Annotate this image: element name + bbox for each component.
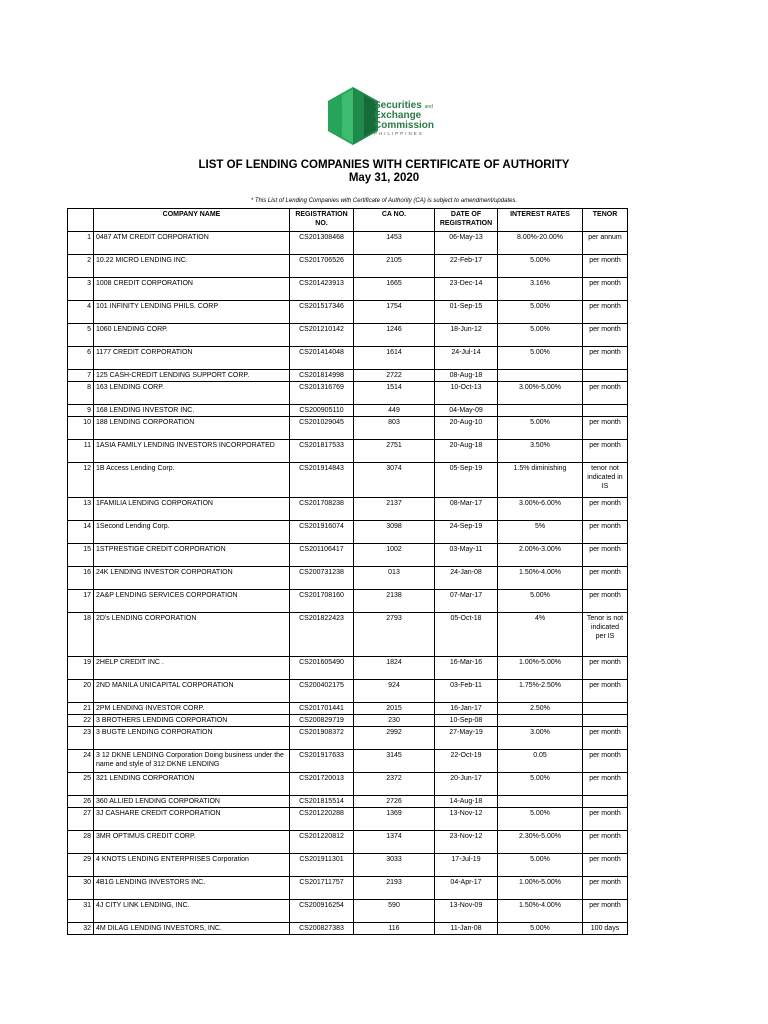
tenor-cell [583, 796, 628, 808]
row-number-cell: 13 [68, 498, 94, 521]
row-number-cell: 27 [68, 808, 94, 831]
tenor-cell: tenor not indicated in IS [583, 463, 628, 498]
registration-no-cell: CS201316769 [290, 382, 354, 405]
table-row [68, 900, 628, 923]
row-number-cell: 11 [68, 440, 94, 463]
interest-rate-cell: 5.00% [498, 417, 583, 440]
tenor-cell: per month [583, 544, 628, 567]
table-row [68, 255, 628, 278]
registration-no-cell: CS201308468 [290, 232, 354, 255]
company-name-cell: 1060 LENDING CORP. [94, 324, 290, 347]
date-of-registration-cell: 03-Feb-11 [435, 680, 498, 703]
tenor-cell: per month [583, 347, 628, 370]
registration-no-cell: CS201817533 [290, 440, 354, 463]
table-body [68, 232, 628, 935]
registration-no-cell: CS201916074 [290, 521, 354, 544]
registration-no-cell: CS201605490 [290, 657, 354, 680]
ca-no-cell: 1374 [354, 831, 435, 854]
logo-word-securities: Securities and [374, 100, 433, 111]
row-number-cell: 2 [68, 255, 94, 278]
tenor-cell: per month [583, 521, 628, 544]
row-number-cell: 4 [68, 301, 94, 324]
registration-no-cell: CS201517346 [290, 301, 354, 324]
interest-rate-cell: 1.00%-5.00% [498, 877, 583, 900]
interest-rate-cell: 3.00% [498, 727, 583, 750]
ca-no-cell: 1824 [354, 657, 435, 680]
interest-rate-cell: 4% [498, 613, 583, 657]
row-number-cell: 32 [68, 923, 94, 935]
col-header-number [68, 209, 94, 232]
registration-no-cell: CS201414048 [290, 347, 354, 370]
company-name-cell: 4J CITY LINK LENDING, INC. [94, 900, 290, 923]
interest-rate-cell: 5.00% [498, 301, 583, 324]
sec-logo-mark-icon [328, 87, 378, 145]
row-number-cell: 8 [68, 382, 94, 405]
date-of-registration-cell: 05-Oct-18 [435, 613, 498, 657]
tenor-cell [583, 405, 628, 417]
table-row [68, 463, 628, 498]
tenor-cell [583, 370, 628, 382]
interest-rate-cell: 5.00% [498, 923, 583, 935]
company-name-cell: 1Second Lending Corp. [94, 521, 290, 544]
date-of-registration-cell: 17-Jul-19 [435, 854, 498, 877]
ca-no-cell: 116 [354, 923, 435, 935]
interest-rate-cell: 2.50% [498, 703, 583, 715]
interest-rate-cell: 1.50%-4.00% [498, 567, 583, 590]
row-number-cell: 17 [68, 590, 94, 613]
table-row [68, 521, 628, 544]
amendment-note: * This List of Lending Companies with Certificate of Authority (CA) is subject to amendment/updates. [250, 198, 518, 204]
company-name-cell: 4 KNOTS LENDING ENTERPRISES Corporation [94, 854, 290, 877]
tenor-cell: per month [583, 440, 628, 463]
row-number-cell: 28 [68, 831, 94, 854]
registration-no-cell: CS201815514 [290, 796, 354, 808]
registration-no-cell: CS201917633 [290, 750, 354, 773]
row-number-cell: 20 [68, 680, 94, 703]
date-of-registration-cell: 20-Aug-18 [435, 440, 498, 463]
ca-no-cell: 1453 [354, 232, 435, 255]
interest-rate-cell: 3.00%-5.00% [498, 382, 583, 405]
registration-no-cell: CS201822423 [290, 613, 354, 657]
ca-no-cell: 2793 [354, 613, 435, 657]
registration-no-cell: CS200905110 [290, 405, 354, 417]
document-title: LIST OF LENDING COMPANIES WITH CERTIFICATE OF AUTHORITY [198, 159, 570, 171]
company-name-cell: 168 LENDING INVESTOR INC. [94, 405, 290, 417]
row-number-cell: 14 [68, 521, 94, 544]
company-name-cell: 2A&P LENDING SERVICES CORPORATION [94, 590, 290, 613]
table-row [68, 750, 628, 773]
company-name-cell: 1STPRESTIGE CREDIT CORPORATION [94, 544, 290, 567]
tenor-cell [583, 703, 628, 715]
interest-rate-cell: 5% [498, 521, 583, 544]
registration-no-cell: CS200829719 [290, 715, 354, 727]
date-of-registration-cell: 13-Nov-09 [435, 900, 498, 923]
lending-companies-table [67, 208, 628, 935]
row-number-cell: 1 [68, 232, 94, 255]
table-row [68, 278, 628, 301]
company-name-cell: 3 BUGTE LENDING CORPORATION [94, 727, 290, 750]
date-of-registration-cell: 22-Oct-19 [435, 750, 498, 773]
registration-no-cell: CS201814998 [290, 370, 354, 382]
company-name-cell: 3 BROTHERS LENDING CORPORATION [94, 715, 290, 727]
row-number-cell: 6 [68, 347, 94, 370]
document-title-block [0, 159, 768, 185]
table-row [68, 544, 628, 567]
ca-no-cell: 2751 [354, 440, 435, 463]
row-number-cell: 22 [68, 715, 94, 727]
date-of-registration-cell: 04-Apr-17 [435, 877, 498, 900]
date-of-registration-cell: 08-Aug-18 [435, 370, 498, 382]
registration-no-cell: CS201701441 [290, 703, 354, 715]
ca-no-cell: 1665 [354, 278, 435, 301]
row-number-cell: 3 [68, 278, 94, 301]
col-header-tenor: TENOR [583, 209, 628, 232]
logo-word-philippines: PHILIPPINES [374, 131, 424, 136]
date-of-registration-cell: 22-Feb-17 [435, 255, 498, 278]
ca-no-cell: 2992 [354, 727, 435, 750]
table-row [68, 680, 628, 703]
row-number-cell: 18 [68, 613, 94, 657]
tenor-cell: per month [583, 877, 628, 900]
logo-word-exchange: Exchange [374, 110, 422, 121]
company-name-cell: 163 LENDING CORP. [94, 382, 290, 405]
registration-no-cell: CS201720013 [290, 773, 354, 796]
registration-no-cell: CS201711757 [290, 877, 354, 900]
date-of-registration-cell: 06-May-13 [435, 232, 498, 255]
tenor-cell: per month [583, 498, 628, 521]
ca-no-cell: 2726 [354, 796, 435, 808]
company-name-cell: 1177 CREDIT CORPORATION [94, 347, 290, 370]
row-number-cell: 10 [68, 417, 94, 440]
interest-rate-cell: 1.50%-4.00% [498, 900, 583, 923]
company-name-cell: 1FAMILIA LENDING CORPORATION [94, 498, 290, 521]
interest-rate-cell: 3.50% [498, 440, 583, 463]
registration-no-cell: CS201210142 [290, 324, 354, 347]
interest-rate-cell: 1.75%-2.50% [498, 680, 583, 703]
table-row [68, 854, 628, 877]
date-of-registration-cell: 14-Aug-18 [435, 796, 498, 808]
ca-no-cell: 2193 [354, 877, 435, 900]
date-of-registration-cell: 11-Jan-08 [435, 923, 498, 935]
date-of-registration-cell: 23-Nov-12 [435, 831, 498, 854]
row-number-cell: 25 [68, 773, 94, 796]
table-row [68, 773, 628, 796]
company-name-cell: 2PM LENDING INVESTOR CORP. [94, 703, 290, 715]
col-header-date-of-registration: DATE OF REGISTRATION [435, 209, 498, 232]
registration-no-cell: CS200402175 [290, 680, 354, 703]
date-of-registration-cell: 20-Jun-17 [435, 773, 498, 796]
interest-rate-cell: 8.00%-20.00% [498, 232, 583, 255]
company-name-cell: 4B1G LENDING INVESTORS INC. [94, 877, 290, 900]
company-name-cell: 1008 CREDIT CORPORATION [94, 278, 290, 301]
ca-no-cell: 3145 [354, 750, 435, 773]
interest-rate-cell: 1.5% diminishing [498, 463, 583, 498]
col-header-company-name: COMPANY NAME [94, 209, 290, 232]
ca-no-cell: 1246 [354, 324, 435, 347]
date-of-registration-cell: 18-Jun-12 [435, 324, 498, 347]
company-name-cell: 3 12 DKNE LENDING Corporation Doing business under the name and style of 312 DKNE LENDING [94, 750, 290, 773]
tenor-cell: per month [583, 773, 628, 796]
table-row [68, 440, 628, 463]
registration-no-cell: CS200916254 [290, 900, 354, 923]
company-name-cell: 101 INFINITY LENDING PHILS. CORP [94, 301, 290, 324]
table-row [68, 232, 628, 255]
interest-rate-cell: 5.00% [498, 255, 583, 278]
date-of-registration-cell: 16-Jan-17 [435, 703, 498, 715]
row-number-cell: 12 [68, 463, 94, 498]
company-name-cell: 125 CASH-CREDIT LENDING SUPPORT CORP. [94, 370, 290, 382]
registration-no-cell: CS201708238 [290, 498, 354, 521]
table-row [68, 715, 628, 727]
tenor-cell: per month [583, 657, 628, 680]
company-name-cell: 188 LENDING CORPORATION [94, 417, 290, 440]
interest-rate-cell [498, 796, 583, 808]
interest-rate-cell: 5.00% [498, 773, 583, 796]
table-row [68, 347, 628, 370]
tenor-cell: per month [583, 278, 628, 301]
tenor-cell: per month [583, 680, 628, 703]
date-of-registration-cell: 07-Mar-17 [435, 590, 498, 613]
row-number-cell: 29 [68, 854, 94, 877]
interest-rate-cell: 5.00% [498, 808, 583, 831]
tenor-cell: Tenor is not indicated per IS [583, 613, 628, 657]
tenor-cell: per month [583, 750, 628, 773]
table-row [68, 923, 628, 935]
date-of-registration-cell: 01-Sep-15 [435, 301, 498, 324]
table-header-row [68, 209, 628, 232]
table-row [68, 324, 628, 347]
table-row [68, 613, 628, 657]
date-of-registration-cell: 24-Jan-08 [435, 567, 498, 590]
ca-no-cell: 1754 [354, 301, 435, 324]
company-name-cell: 360 ALLIED LENDING CORPORATION [94, 796, 290, 808]
logo-word-commission: Commission [374, 120, 435, 131]
registration-no-cell: CS201220812 [290, 831, 354, 854]
company-name-cell: 0487 ATM CREDIT CORPORATION [94, 232, 290, 255]
sec-logo [328, 87, 444, 145]
registration-no-cell: CS200827383 [290, 923, 354, 935]
date-of-registration-cell: 24-Jul-14 [435, 347, 498, 370]
interest-rate-cell: 2.30%-5.00% [498, 831, 583, 854]
ca-no-cell: 2015 [354, 703, 435, 715]
tenor-cell: per month [583, 590, 628, 613]
interest-rate-cell [498, 405, 583, 417]
registration-no-cell: CS201706526 [290, 255, 354, 278]
registration-no-cell: CS201220288 [290, 808, 354, 831]
ca-no-cell: 1614 [354, 347, 435, 370]
company-name-cell: 2ND MANILA UNICAPITAL CORPORATION [94, 680, 290, 703]
row-number-cell: 30 [68, 877, 94, 900]
company-name-cell: 10.22 MICRO LENDING INC. [94, 255, 290, 278]
registration-no-cell: CS200731238 [290, 567, 354, 590]
registration-no-cell: CS201908372 [290, 727, 354, 750]
registration-no-cell: CS201911301 [290, 854, 354, 877]
registration-no-cell: CS201708160 [290, 590, 354, 613]
table-row [68, 877, 628, 900]
registration-no-cell: CS201914843 [290, 463, 354, 498]
row-number-cell: 15 [68, 544, 94, 567]
date-of-registration-cell: 16-Mar-16 [435, 657, 498, 680]
row-number-cell: 24 [68, 750, 94, 773]
tenor-cell: per month [583, 301, 628, 324]
ca-no-cell: 1369 [354, 808, 435, 831]
row-number-cell: 19 [68, 657, 94, 680]
table-row [68, 301, 628, 324]
date-of-registration-cell: 24-Sep-19 [435, 521, 498, 544]
row-number-cell: 26 [68, 796, 94, 808]
table-row [68, 657, 628, 680]
table-row [68, 370, 628, 382]
table-row [68, 567, 628, 590]
ca-no-cell: 803 [354, 417, 435, 440]
interest-rate-cell: 5.00% [498, 347, 583, 370]
interest-rate-cell: 3.00%-6.00% [498, 498, 583, 521]
ca-no-cell: 013 [354, 567, 435, 590]
interest-rate-cell: 5.00% [498, 854, 583, 877]
row-number-cell: 23 [68, 727, 94, 750]
date-of-registration-cell: 13-Nov-12 [435, 808, 498, 831]
tenor-cell: per month [583, 727, 628, 750]
company-name-cell: 3MR OPTIMUS CREDIT CORP. [94, 831, 290, 854]
interest-rate-cell: 2.00%-3.00% [498, 544, 583, 567]
table-row [68, 382, 628, 405]
row-number-cell: 5 [68, 324, 94, 347]
ca-no-cell: 230 [354, 715, 435, 727]
row-number-cell: 9 [68, 405, 94, 417]
tenor-cell: 100 days [583, 923, 628, 935]
date-of-registration-cell: 20-Aug-10 [435, 417, 498, 440]
interest-rate-cell: 3.16% [498, 278, 583, 301]
company-name-cell: 1ASIA FAMILY LENDING INVESTORS INCORPORATED [94, 440, 290, 463]
ca-no-cell: 2138 [354, 590, 435, 613]
company-name-cell: 4M DILAG LENDING INVESTORS, INC. [94, 923, 290, 935]
ca-no-cell: 924 [354, 680, 435, 703]
col-header-registration-no: REGISTRATION NO. [290, 209, 354, 232]
document-date: May 31, 2020 [348, 172, 420, 184]
registration-no-cell: CS201423913 [290, 278, 354, 301]
date-of-registration-cell: 04-May-09 [435, 405, 498, 417]
tenor-cell: per month [583, 255, 628, 278]
table-row [68, 417, 628, 440]
date-of-registration-cell: 27-May-19 [435, 727, 498, 750]
interest-rate-cell [498, 715, 583, 727]
interest-rate-cell: 1.00%-5.00% [498, 657, 583, 680]
company-name-cell: 3J CASHARE CREDIT CORPORATION [94, 808, 290, 831]
interest-rate-cell: 5.00% [498, 590, 583, 613]
tenor-cell: per month [583, 854, 628, 877]
tenor-cell: per month [583, 567, 628, 590]
registration-no-cell: CS201029045 [290, 417, 354, 440]
ca-no-cell: 449 [354, 405, 435, 417]
date-of-registration-cell: 10-Oct-13 [435, 382, 498, 405]
ca-no-cell: 2105 [354, 255, 435, 278]
company-name-cell: 2D's LENDING CORPORATION [94, 613, 290, 657]
ca-no-cell: 3074 [354, 463, 435, 498]
ca-no-cell: 1002 [354, 544, 435, 567]
date-of-registration-cell: 08-Mar-17 [435, 498, 498, 521]
date-of-registration-cell: 10-Sep-08 [435, 715, 498, 727]
tenor-cell: per month [583, 808, 628, 831]
logo-word-and: and [424, 104, 433, 110]
table-row [68, 590, 628, 613]
company-name-cell: 1B Access Lending Corp. [94, 463, 290, 498]
tenor-cell [583, 715, 628, 727]
table-row [68, 808, 628, 831]
company-name-cell: 321 LENDING CORPORATION [94, 773, 290, 796]
ca-no-cell: 2372 [354, 773, 435, 796]
ca-no-cell: 2722 [354, 370, 435, 382]
tenor-cell: per month [583, 324, 628, 347]
col-header-interest-rates: INTEREST RATES [498, 209, 583, 232]
interest-rate-cell: 0.05 [498, 750, 583, 773]
date-of-registration-cell: 05-Sep-19 [435, 463, 498, 498]
interest-rate-cell [498, 370, 583, 382]
ca-no-cell: 590 [354, 900, 435, 923]
company-name-cell: 2HELP CREDIT INC . [94, 657, 290, 680]
tenor-cell: per month [583, 417, 628, 440]
date-of-registration-cell: 03-May-11 [435, 544, 498, 567]
table-row [68, 727, 628, 750]
row-number-cell: 16 [68, 567, 94, 590]
interest-rate-cell: 5.00% [498, 324, 583, 347]
row-number-cell: 21 [68, 703, 94, 715]
ca-no-cell: 3033 [354, 854, 435, 877]
ca-no-cell: 2137 [354, 498, 435, 521]
tenor-cell: per month [583, 382, 628, 405]
registration-no-cell: CS201106417 [290, 544, 354, 567]
ca-no-cell: 3098 [354, 521, 435, 544]
row-number-cell: 7 [68, 370, 94, 382]
tenor-cell: per annum [583, 232, 628, 255]
col-header-ca-no: CA NO. [354, 209, 435, 232]
table-row [68, 405, 628, 417]
row-number-cell: 31 [68, 900, 94, 923]
tenor-cell: per month [583, 900, 628, 923]
table-row [68, 498, 628, 521]
tenor-cell: per month [583, 831, 628, 854]
company-name-cell: 24K LENDING INVESTOR CORPORATION [94, 567, 290, 590]
date-of-registration-cell: 23-Dec-14 [435, 278, 498, 301]
ca-no-cell: 1514 [354, 382, 435, 405]
table-row [68, 796, 628, 808]
table-row [68, 703, 628, 715]
table-row [68, 831, 628, 854]
